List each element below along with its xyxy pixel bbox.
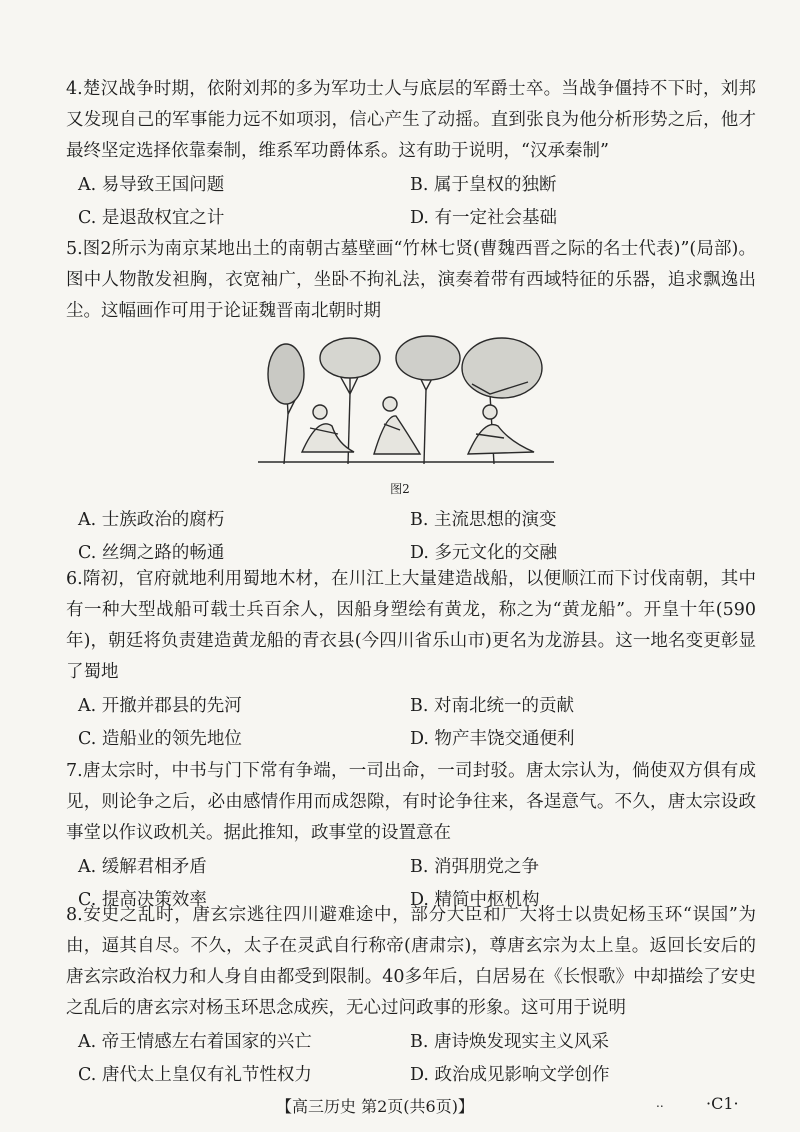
question-stem: 7.唐太宗时，中书与门下常有争端，一司出命，一司封驳。唐太宗认为，倘使双方俱有成见，则论争之后，必由感情作用而成怨隙，有时论争往来，各逞意气。不久，唐太宗设政事堂以作议政机关。据此推知，政事堂的设置意在 xyxy=(66,761,756,843)
option-c: C. 提高决策效率 xyxy=(78,890,207,910)
option-c: C. 丝绸之路的畅通 xyxy=(78,543,225,563)
question-stem: 8.安史之乱时，唐玄宗逃往四川避难途中，部分大臣和广大将士以贵妃杨玉环“误国”为由，逼其自尽。不久，太子在灵武自行称帝(唐肃宗)，尊唐玄宗为太上皇。返回长安后的唐玄宗政治权力和人身自由都受到限制。40多年后，白居易在《长恨歌》中却描绘了安史之乱后的唐玄宗对杨玉环思念成疾，无心过问政事的形象。这可用于说明 xyxy=(66,905,756,1018)
question-5 xyxy=(66,234,756,327)
question-4 xyxy=(66,74,756,235)
option-a: A. 士族政治的腐朽 xyxy=(78,510,225,530)
option-c: C. 唐代太上皇仅有礼节性权力 xyxy=(78,1065,312,1085)
option-b: B. 消弭朋党之争 xyxy=(410,857,539,877)
options-list xyxy=(66,169,756,235)
options-list xyxy=(66,690,756,756)
question-7 xyxy=(66,756,756,917)
option-d: D. 有一定社会基础 xyxy=(410,208,558,228)
option-b: B. 主流思想的演变 xyxy=(410,510,557,530)
option-c: C. 是退敌权宜之计 xyxy=(78,208,225,228)
option-d: D. 精简中枢机构 xyxy=(410,890,540,910)
option-c: C. 造船业的领先地位 xyxy=(78,729,242,749)
option-b: B. 唐诗焕发现实主义风采 xyxy=(410,1032,609,1052)
option-a: A. 易导致王国问题 xyxy=(78,175,225,195)
footer-page-info: 【高三历史 第2页(共6页)】 xyxy=(276,1097,474,1116)
options-list xyxy=(66,1026,756,1092)
option-a: A. 缓解君相矛盾 xyxy=(78,857,207,877)
option-d: D. 多元文化的交融 xyxy=(410,543,558,563)
option-d: D. 物产丰饶交通便利 xyxy=(410,729,575,749)
option-b: B. 对南北统一的贡献 xyxy=(410,696,574,716)
option-d: D. 政治成见影响文学创作 xyxy=(410,1065,610,1085)
question-6 xyxy=(66,564,756,756)
figure-caption: 图2 xyxy=(390,482,410,496)
option-b: B. 属于皇权的独断 xyxy=(410,175,557,195)
options-list xyxy=(66,504,756,570)
question-8 xyxy=(66,900,756,1092)
question-5-options xyxy=(66,502,756,570)
question-stem: 4.楚汉战争时期，依附刘邦的多为军功士人与底层的军爵士卒。当战争僵持不下时，刘邦又发现自己的军事能力远不如项羽，信心产生了动摇。直到张良为他分析形势之后，他才最终坚定选择依靠秦制，维系军功爵体系。这有助于说明，“汉承秦制” xyxy=(66,79,756,161)
footer-dots: .. xyxy=(656,1096,664,1110)
option-a: A. 帝王情感左右着国家的兴亡 xyxy=(78,1032,312,1052)
question-stem: 5.图2所示为南京某地出土的南朝古墓壁画“竹林七贤(曹魏西晋之际的名士代表)”(局部)。图中人物散发袒胸，衣宽袖广，坐卧不拘礼法，演奏着带有西域特征的乐器，追求飘逸出尘。这幅画作可用于论证魏晋南北朝时期 xyxy=(66,239,756,321)
bamboo-grove-sages-mural-image xyxy=(258,334,554,466)
footer-code: ·C1· xyxy=(706,1094,739,1113)
question-stem: 6.隋初，官府就地利用蜀地木材，在川江上大量建造战船，以便顺江而下讨伐南朝，其中有一种大型战船可载士兵百余人，因船身塑绘有黄龙，称之为“黄龙船”。开皇十年(590年)，朝廷将负责建造黄龙船的青衣县(今四川省乐山市)更名为龙游县。这一地名变更彰显了蜀地 xyxy=(66,569,756,682)
option-a: A. 开撤并郡县的先河 xyxy=(78,696,242,716)
